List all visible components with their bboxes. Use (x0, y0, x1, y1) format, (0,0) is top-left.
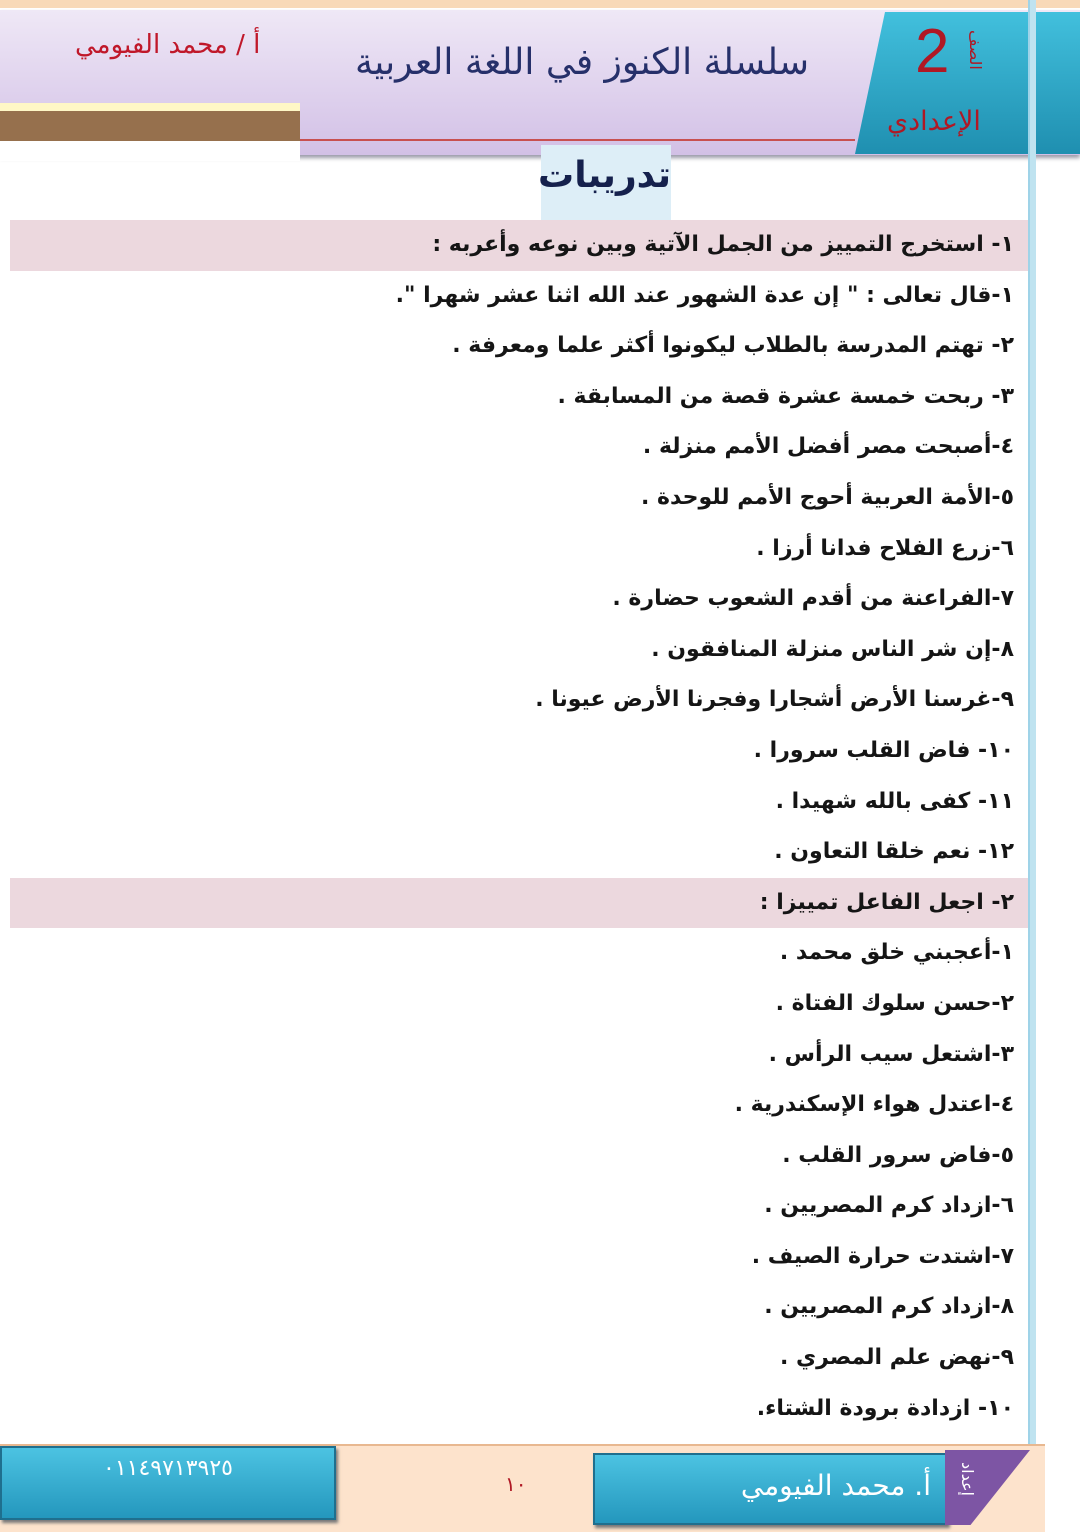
exercise-item: ٩-نهض علم المصري . (779, 1345, 1014, 1371)
exercise-item: ٧-الفراعنة من أقدم الشعوب حضارة . (612, 586, 1014, 612)
exercise-item: ١٢- نعم خلقا التعاون . (774, 839, 1014, 865)
exercise-item: ٤-اعتدل هواء الإسكندرية . (734, 1092, 1014, 1118)
grade-number: 2 (915, 17, 950, 86)
footer-phone: ٠١١٤٩٧١٣٩٢٥ (0, 1446, 336, 1520)
exercise-list (10, 220, 1028, 1434)
exercise-item: ١٠- ازدادة برودة الشتاء. (756, 1395, 1014, 1421)
exercise-item: ٤-أصبحت مصر أفضل الأمم منزلة . (642, 434, 1014, 460)
exercise-item: ٨-ازداد كرم المصريين . (764, 1294, 1014, 1320)
margin-line (1028, 0, 1036, 1532)
section-title: ٢- اجعل الفاعل تمييزا : (10, 878, 1028, 929)
header-decor (0, 103, 300, 111)
exercise-item: ٨-إن شر الناس منزلة المنافقون . (651, 636, 1014, 662)
exercise-item: ١-أعجبني خلق محمد . (779, 940, 1014, 966)
footer-tag-text: إعداد (958, 1462, 977, 1496)
grade-small-label: الصف (966, 30, 985, 70)
exercise-item: ٩-غرسنا الأرض أشجارا وفجرنا الأرض عيونا . (535, 687, 1014, 713)
exercise-item: ٢-حسن سلوك الفتاة . (775, 990, 1014, 1016)
section-title: ١- استخرج التمييز من الجمل الآتية وبين نوعه وأعربه : (10, 220, 1028, 271)
header-decor-bar (0, 111, 300, 141)
exercise-item: ٦-ازداد كرم المصريين . (764, 1193, 1014, 1219)
exercise-item: ١١- كفى بالله شهيدا . (775, 788, 1014, 814)
header-title: سلسلة الكنوز في اللغة العربية (355, 42, 810, 83)
exercise-item: ٣-اشتعل سيب الرأس . (768, 1041, 1014, 1067)
header-divider (300, 139, 855, 141)
page-number: ١٠ (505, 1472, 527, 1496)
exercise-item: ١٠- فاض القلب سرورا . (753, 737, 1014, 763)
top-strip (0, 0, 1080, 8)
exercise-item: ٥-فاض سرور القلب . (782, 1142, 1014, 1168)
page-heading: تدريبات (538, 155, 671, 196)
grade-label: الإعدادي (887, 106, 981, 137)
exercise-item: ١-قال تعالى : " إن عدة الشهور عند الله اثنا عشر شهرا ". (395, 282, 1014, 308)
footer-name: أ. محمد الفيومي (593, 1453, 948, 1525)
exercise-item: ٧-اشتدت حرارة الصيف . (751, 1243, 1014, 1269)
exercise-item: ٢- تهتم المدرسة بالطلاب ليكونوا أكثر علما ومعرفة . (452, 333, 1014, 359)
header-decor-gap (0, 141, 300, 161)
exercise-item: ٣- ربحت خمسة عشرة قصة من المسابقة . (557, 383, 1014, 409)
header-author: أ / محمد الفيومي (75, 30, 261, 60)
exercise-item: ٥-الأمة العربية أحوج الأمم للوحدة . (640, 484, 1014, 510)
exercise-item: ٦-زرع الفلاح فدانا أرزا . (756, 535, 1014, 561)
